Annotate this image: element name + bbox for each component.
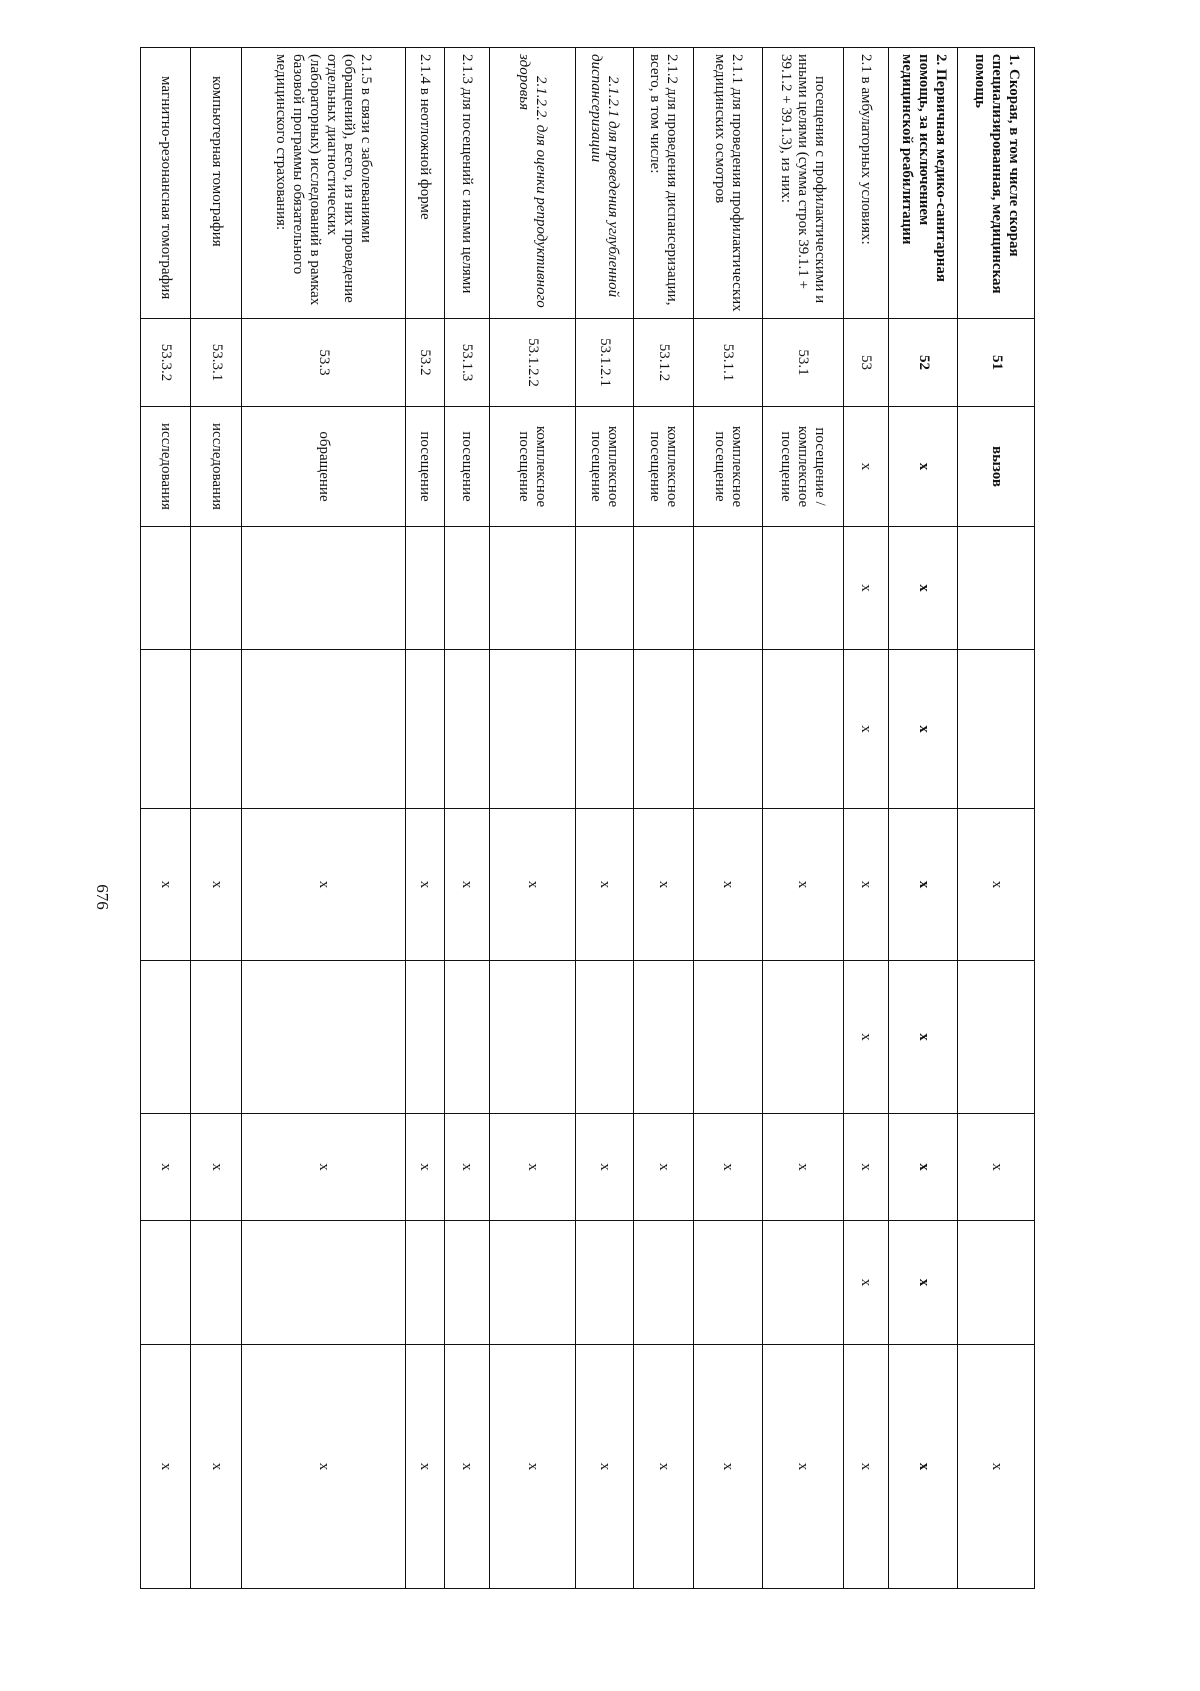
row-unit-cell: обращение xyxy=(241,407,405,527)
rotated-table-wrapper xyxy=(140,47,1035,1588)
medical-care-table xyxy=(140,47,1035,1589)
row-unit-cell: комплексное посещение xyxy=(489,407,575,527)
value-cell: x xyxy=(575,809,633,961)
page-number: 676 xyxy=(93,884,112,910)
row-unit-cell: комплексное посещение xyxy=(633,407,693,527)
value-cell xyxy=(575,527,633,650)
value-cell xyxy=(141,961,191,1114)
value-cell: x xyxy=(762,1345,843,1589)
value-cell xyxy=(693,527,762,650)
value-cell xyxy=(693,961,762,1114)
value-cell xyxy=(762,650,843,809)
value-cell xyxy=(141,1221,191,1345)
row-unit-cell: посещение / комплексное посещение xyxy=(762,407,843,527)
row-code-cell: 53 xyxy=(843,319,888,407)
table-row xyxy=(843,48,888,1589)
value-cell: x xyxy=(888,1114,957,1221)
table-row xyxy=(191,48,241,1589)
value-cell xyxy=(633,961,693,1114)
row-name-cell: 1. Скорая, в том числе скорая специализированная, медицинская помощь xyxy=(958,48,1035,319)
value-cell: x xyxy=(489,1345,575,1589)
value-cell: x xyxy=(191,1114,241,1221)
value-cell xyxy=(958,650,1035,809)
value-cell xyxy=(958,527,1035,650)
value-cell xyxy=(141,527,191,650)
value-cell: x xyxy=(888,650,957,809)
table-row xyxy=(241,48,405,1589)
value-cell xyxy=(241,961,405,1114)
value-cell xyxy=(191,1221,241,1345)
row-name-cell: 2.1 в амбулаторных условиях: xyxy=(843,48,888,319)
row-unit-cell: посещение xyxy=(444,407,489,527)
row-unit-cell: исследования xyxy=(191,407,241,527)
row-code-cell: 53.2 xyxy=(405,319,444,407)
row-unit-cell: посещение xyxy=(405,407,444,527)
value-cell xyxy=(489,961,575,1114)
value-cell: x xyxy=(575,1345,633,1589)
value-cell: x xyxy=(489,1114,575,1221)
value-cell xyxy=(693,1221,762,1345)
value-cell: x xyxy=(191,809,241,961)
table-row xyxy=(489,48,575,1589)
value-cell: x xyxy=(693,1345,762,1589)
value-cell: x xyxy=(241,809,405,961)
value-cell: x xyxy=(843,1345,888,1589)
value-cell xyxy=(444,961,489,1114)
value-cell xyxy=(575,650,633,809)
value-cell xyxy=(241,527,405,650)
row-name-cell: 2. Первичная медико-санитарная помощь, за исключением медицинской реабилитации xyxy=(888,48,957,319)
value-cell xyxy=(444,527,489,650)
value-cell: x xyxy=(191,1345,241,1589)
value-cell xyxy=(958,1221,1035,1345)
value-cell: x xyxy=(633,809,693,961)
value-cell: x xyxy=(958,1114,1035,1221)
table-row xyxy=(405,48,444,1589)
row-name-cell: магнитно-резонансная томография xyxy=(141,48,191,319)
value-cell: x xyxy=(489,809,575,961)
value-cell: x xyxy=(575,1114,633,1221)
value-cell: x xyxy=(888,527,957,650)
value-cell: x xyxy=(888,1221,957,1345)
value-cell xyxy=(191,527,241,650)
row-code-cell: 53.1.2.1 xyxy=(575,319,633,407)
table-row xyxy=(958,48,1035,1589)
value-cell xyxy=(633,650,693,809)
value-cell: x xyxy=(141,809,191,961)
row-name-cell: компьютерная томография xyxy=(191,48,241,319)
value-cell: x xyxy=(762,1114,843,1221)
value-cell: x xyxy=(843,809,888,961)
row-name-cell: 2.1.5 в связи с заболеваниями (обращений), всего, из них проведение отдельных диагностических (лабораторных) исследований в рамках базовой программы обязательного медицинского страхования: xyxy=(241,48,405,319)
value-cell xyxy=(762,527,843,650)
value-cell: x xyxy=(405,1114,444,1221)
table-row xyxy=(888,48,957,1589)
value-cell xyxy=(575,961,633,1114)
table-row xyxy=(633,48,693,1589)
value-cell xyxy=(489,650,575,809)
value-cell xyxy=(693,650,762,809)
row-code-cell: 53.3.2 xyxy=(141,319,191,407)
value-cell: x xyxy=(843,961,888,1114)
value-cell xyxy=(191,961,241,1114)
value-cell xyxy=(405,961,444,1114)
value-cell xyxy=(633,1221,693,1345)
row-code-cell: 53.1.2.2 xyxy=(489,319,575,407)
row-code-cell: 52 xyxy=(888,319,957,407)
row-code-cell: 53.1 xyxy=(762,319,843,407)
row-unit-cell: комплексное посещение xyxy=(575,407,633,527)
value-cell: x xyxy=(141,1345,191,1589)
value-cell: x xyxy=(888,1345,957,1589)
row-name-cell: 2.1.2.2. для оценки репродуктивного здоровья xyxy=(489,48,575,319)
value-cell xyxy=(405,1221,444,1345)
row-unit-cell: x xyxy=(888,407,957,527)
value-cell: x xyxy=(888,809,957,961)
value-cell: x xyxy=(141,1114,191,1221)
row-code-cell: 51 xyxy=(958,319,1035,407)
value-cell: x xyxy=(241,1345,405,1589)
row-code-cell: 53.3 xyxy=(241,319,405,407)
row-code-cell: 53.1.3 xyxy=(444,319,489,407)
value-cell xyxy=(489,1221,575,1345)
row-unit-cell: исследования xyxy=(141,407,191,527)
value-cell: x xyxy=(444,1345,489,1589)
value-cell xyxy=(405,527,444,650)
value-cell: x xyxy=(843,527,888,650)
value-cell: x xyxy=(843,650,888,809)
row-name-cell: 2.1.4 в неотложной форме xyxy=(405,48,444,319)
row-code-cell: 53.1.1 xyxy=(693,319,762,407)
row-name-cell: посещения с профилактическими и иными целями (сумма строк 39.1.1 + 39.1.2 + 39.1.3), из них: xyxy=(762,48,843,319)
value-cell: x xyxy=(958,809,1035,961)
value-cell: x xyxy=(843,1221,888,1345)
value-cell: x xyxy=(888,961,957,1114)
row-name-cell: 2.1.1 для проведения профилактических медицинских осмотров xyxy=(693,48,762,319)
value-cell: x xyxy=(843,1114,888,1221)
value-cell xyxy=(633,527,693,650)
value-cell: x xyxy=(405,1345,444,1589)
value-cell xyxy=(762,961,843,1114)
value-cell xyxy=(958,961,1035,1114)
value-cell: x xyxy=(405,809,444,961)
table-row xyxy=(693,48,762,1589)
row-name-cell: 2.1.2.1 для проведения углубленной диспансеризации xyxy=(575,48,633,319)
value-cell xyxy=(241,1221,405,1345)
value-cell: x xyxy=(633,1114,693,1221)
value-cell xyxy=(489,527,575,650)
row-code-cell: 53.3.1 xyxy=(191,319,241,407)
value-cell: x xyxy=(444,1114,489,1221)
table-row xyxy=(762,48,843,1589)
value-cell: x xyxy=(241,1114,405,1221)
value-cell: x xyxy=(693,1114,762,1221)
table-row xyxy=(575,48,633,1589)
value-cell: x xyxy=(958,1345,1035,1589)
value-cell xyxy=(575,1221,633,1345)
value-cell xyxy=(405,650,444,809)
row-name-cell: 2.1.2 для проведения диспансеризации, всего, в том числе: xyxy=(633,48,693,319)
table-row xyxy=(444,48,489,1589)
value-cell xyxy=(762,1221,843,1345)
row-unit-cell: комплексное посещение xyxy=(693,407,762,527)
value-cell: x xyxy=(693,809,762,961)
row-name-cell: 2.1.3 для посещений с иными целями xyxy=(444,48,489,319)
value-cell: x xyxy=(633,1345,693,1589)
value-cell xyxy=(241,650,405,809)
row-code-cell: 53.1.2 xyxy=(633,319,693,407)
row-unit-cell: x xyxy=(843,407,888,527)
table-row xyxy=(141,48,191,1589)
value-cell xyxy=(444,1221,489,1345)
value-cell xyxy=(191,650,241,809)
row-unit-cell: вызов xyxy=(958,407,1035,527)
value-cell: x xyxy=(762,809,843,961)
value-cell: x xyxy=(444,809,489,961)
value-cell xyxy=(444,650,489,809)
value-cell xyxy=(141,650,191,809)
